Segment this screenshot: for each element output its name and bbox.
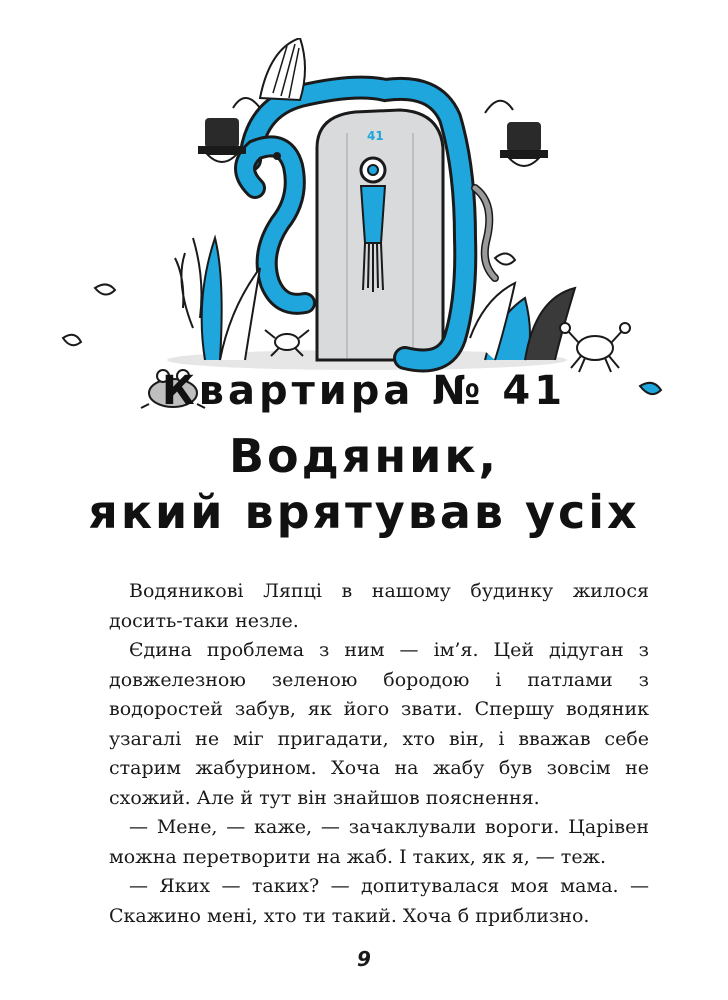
paragraph: Водяникові Ляпці в нашому будинку жилося досить-таки незле.	[109, 580, 649, 632]
leaf	[63, 335, 81, 345]
paragraph: — Яких — таких? — допитувалася моя мама. — Скажино мені, хто ти такий. Хоча б приблизно.	[109, 875, 649, 927]
door-illustration-svg	[55, 38, 680, 410]
chapter-illustration	[55, 38, 680, 410]
paragraph: Єдина проблема з ним — ім’я. Цей дідуган з довжелезною зеленою бородою і патлами з водоростей забув, як його звати. Спершу водяник узагалі не міг пригадати, хто він, і вважав себе старим жабурином. Хоча на жабу був зовсім не схожий. Але й тут він знайшов пояснення.	[109, 639, 649, 809]
big-crab	[560, 323, 630, 372]
chapter-title-line-2: який врятував усіх	[88, 485, 640, 539]
door-number: 41	[367, 129, 384, 143]
chapter-title	[0, 428, 728, 540]
right-lantern	[485, 101, 548, 166]
page-number: 9	[357, 947, 371, 971]
leaf	[95, 284, 115, 294]
apartment-number-heading: Квартира № 41	[161, 368, 567, 414]
leaf	[495, 253, 515, 264]
chapter-title-line-1: Водяник,	[228, 429, 500, 483]
paragraph: — Мене, — каже, — зачаклували вороги. Царівен можна перетворити на жаб. І таких, як я, — теж.	[109, 816, 649, 868]
body-text	[109, 577, 649, 931]
left-seaweed	[175, 238, 260, 360]
right-seaweed	[470, 283, 575, 360]
